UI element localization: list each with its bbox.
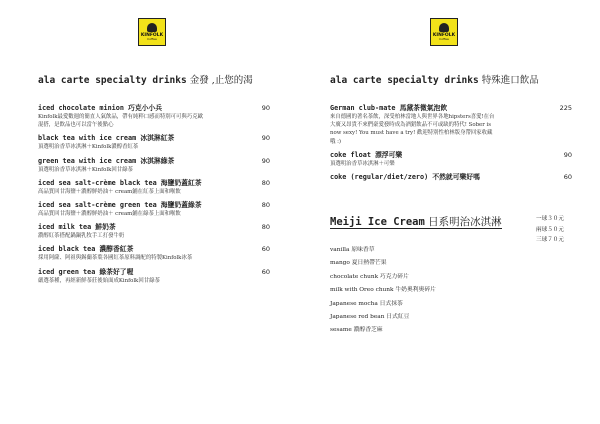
item-desc: 來自德國的著名茶飲，深受柏林當地人與世界各地hipsters喜愛!在台 [330,114,495,120]
right-menu-list [330,104,572,182]
item-price: 80 [261,223,270,232]
item-desc: 頂選明治香草冰淇淋＋Kinfolk濃醇香紅茶 [38,144,139,151]
logo-sub: Coffee [439,36,449,41]
item-price: 90 [563,150,572,159]
menu-item [330,173,572,182]
logo-sub: Coffee [147,36,157,41]
item-price: 90 [261,134,270,143]
item-desc: 大廣又昂貴不來們豪愛發時成為酒錯飲品不可或缺的特代! Sober is [330,122,492,129]
meiji-title-en: Meiji Ice Cream [330,216,425,228]
item-name: coke (regular/diet/zero) 不然就可樂好嗎 [330,173,480,182]
item-name: iced milk tea 鮮奶茶 [38,223,116,232]
item-desc: 頂選明治香草冰淇淋＋可樂 [330,160,395,167]
menu-item [330,104,572,146]
left-menu-list [38,104,270,285]
item-desc: 頂選明治香草冰淇淋＋Kinfolk回甘綠茶 [38,166,133,173]
flavor-item: sesame 濃醇香芝麻 [330,327,383,334]
flavor-item: Japanese mocha 日式抹茶 [330,300,403,307]
item-desc: 採用阿薩、阿祖與錫蘭茶葉各國紅茶原料調配的特製Kinfolk冰茶 [38,255,193,262]
logo-brand: KINFOLK [140,32,164,38]
item-price: 60 [563,173,572,182]
item-name: German club-mate 馬黛茶微氣泡飲 [330,104,448,112]
flavor-list [330,244,436,338]
item-price: 90 [261,156,270,165]
meiji-section-title [330,214,502,229]
item-name: iced green tea 綠茶好了喔 [38,267,134,276]
item-price: 90 [261,104,270,112]
item-price: 225 [559,104,572,112]
kinfolk-logo-icon [147,23,157,32]
kinfolk-logo [138,18,166,46]
item-desc: 嚴選茶種，再經新鮮茶莊後始面成Kinfolk回甘綠茶 [38,277,160,284]
item-desc: 濃醇紅茶搭配鍋鍋乳牧手工打發牛奶 [38,233,125,240]
item-desc: Kinfolk最愛數週的簡直人氣飲品，帶有純粹口感而特別可可與巧克歐 [38,114,204,120]
item-name: iced sea salt-crème green tea 海鹽奶蓋綠茶 [38,201,202,210]
menu-item [38,104,270,129]
scoop-price: 兩球５０元 [536,226,564,233]
item-name: iced black tea 濃醇香紅茶 [38,245,134,254]
kinfolk-logo-right [430,18,458,46]
logo-brand: KINFOLK [432,32,456,38]
item-name: black tea with ice cream 冰淇淋紅茶 [38,134,175,143]
item-price: 80 [261,201,270,210]
flavor-item: Japanese red bean 日式紅豆 [330,314,410,321]
scoop-price: 三球７０元 [536,237,564,243]
kinfolk-logo-icon [439,23,449,32]
item-desc: 混搭，是飲品也可以當午後點心 [38,122,114,129]
menu-item [330,151,572,168]
left-title-en: ala carte specialty drinks [38,75,187,86]
item-name: coke float 漂浮可樂 [330,150,403,159]
right-title-en: ala carte specialty drinks [330,75,479,86]
flavor-item: chocolate chunk 巧克力碎片 [330,273,409,280]
flavor-item: mango 夏日熱帶芒果 [330,260,387,267]
item-name: iced sea salt-crème black tea 海鹽奶蓋紅茶 [38,178,202,187]
item-desc: now sexy! You must have a try! 歡迎特別性柏林版身帶回家收藏 [330,130,493,137]
left-title-zh: 金發 ,止您的渴 [189,75,253,86]
item-price: 60 [261,267,270,276]
menu-item [38,268,270,285]
meiji-title-zh: 日系明治冰淇淋 [428,216,502,228]
menu-item [38,179,270,196]
item-desc: 哦 :) [330,138,342,145]
menu-item [38,157,270,174]
menu-item [38,245,270,262]
item-price: 80 [261,178,270,187]
item-name: green tea with ice cream 冰淇淋綠茶 [38,156,175,165]
right-section-title [330,72,539,86]
right-title-zh: 特殊進口飲品 [481,75,539,86]
flavor-item: milk with Oreo chunk 牛奶奧利奧碎片 [330,287,436,294]
item-name: iced chocolate minion 巧克小小兵 [38,104,163,112]
item-price: 60 [261,245,270,254]
flavor-item: vanilla 原味香草 [330,247,375,253]
menu-item [38,134,270,151]
item-desc: 高品質回甘海鹽＋濃醇鮮奶油＋ cream鋪在紅茶上面和喉飲 [38,188,181,195]
menu-item [38,201,270,218]
scoop-price: 一球３０元 [536,216,564,222]
menu-item [38,223,270,240]
left-section-title [38,72,253,86]
scoop-prices [536,214,564,246]
item-desc: 高品質回甘海鹽＋濃醇鮮奶油＋ cream鋪在綠茶上面和喉飲 [38,211,181,218]
